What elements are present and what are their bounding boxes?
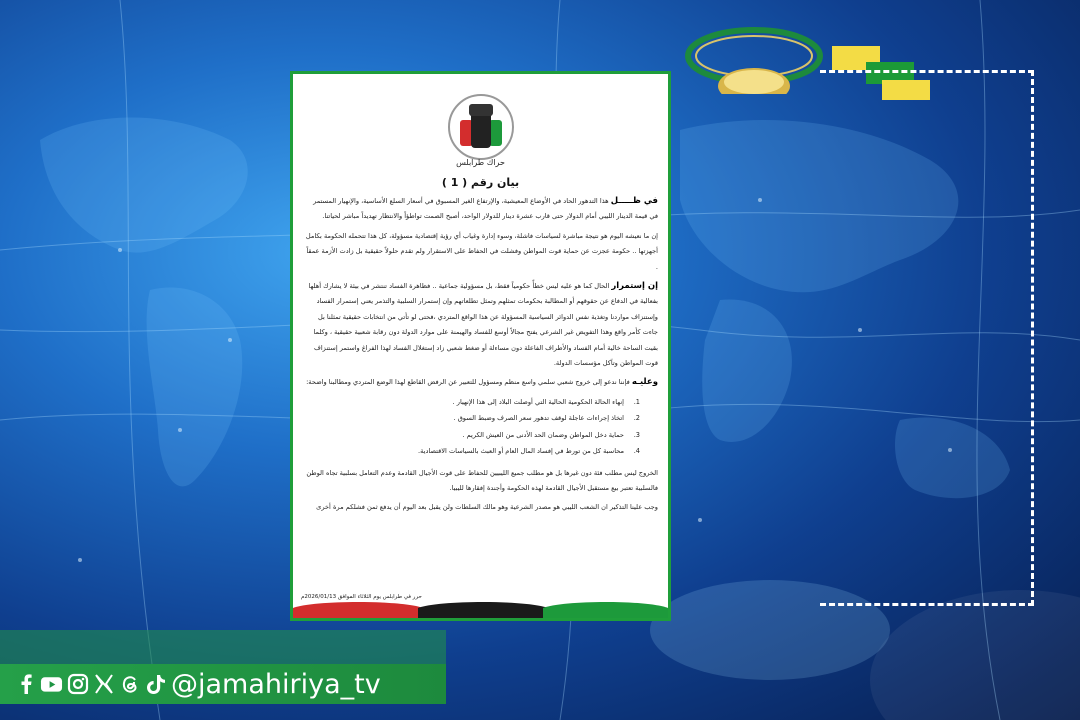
threads-icon[interactable]	[118, 673, 141, 696]
paragraph	[303, 194, 658, 225]
paragraph	[303, 375, 658, 390]
paragraph-text: هذا التدهور الحاد في الأوضاع المعيشية، والإرتفاع الغير المسبوق في أسعار السلع الأساسية، والإنهيار المستمر في قيمة الدينار الليبي أمام الدولار حتى قارب عشرة دينار للدولار الواحد، أصبح الصمت تواطؤاً والانتظار تهديداً مباشر لحياتنا.	[313, 197, 658, 221]
libya-flag-stripes	[293, 600, 668, 618]
tiktok-icon[interactable]	[144, 673, 167, 696]
statement-body	[303, 194, 658, 520]
paragraph: الخروج ليس مطلب فئة دون غيرها بل هو مطلب جميع الليبيين للحفاظ على قوت الأجيال القادمة وعدم التعامل بسلبية تجاه الوطن فالسلبية تعتبر بيع مستقبل الأجيال القادمة لهذه الحكومة وأجندة إفقارها لليبيا.	[306, 468, 658, 492]
list-item: 2.اتخاذ إجراءات عاجلة لوقف تدهور سعر الصرف وضبط السوق .	[453, 414, 640, 423]
signature-date: حرر في طرابلس يوم الثلاثاء الموافق 2026/01/13م	[301, 594, 422, 600]
list-item: 3.حماية دخل المواطن وضمان الحد الأدنى من العيش الكريم .	[462, 430, 640, 439]
paragraph: إن ما نعيشه اليوم هو نتيجة مباشرة لسياسات فاشلة، وسوء إدارة وغياب أي رؤية إقتصادية مسؤولة، كل هذا تتحمله الحكومة بكامل أجهزتها .. حكومة عجزت عن حماية قوت المواطن وفشلت في الحفاظ على الاستقرار ولم تقدم حلولاً حقيقية بل زادت الأزمة عمقاً .	[305, 231, 658, 271]
paragraph-text: فإننا ندعو إلى خروج شعبي سلمي واسع منظم ومسؤول للتعبير عن الرفض القاطع لهذا الوضع المتردي ومطالبنا واضحة:	[306, 378, 630, 387]
list-item: 4.محاسبة كل من تورط في إفساد المال العام أو العبث بالسياسات الاقتصادية.	[418, 447, 640, 456]
x-icon[interactable]	[92, 673, 115, 696]
dashed-frame	[820, 70, 1034, 606]
social-handle[interactable]: @jamahiriya_tv	[171, 668, 381, 700]
statement-title: بيان رقم ( 1 )	[441, 176, 520, 189]
demands-list	[303, 395, 658, 460]
paragraph	[303, 279, 658, 371]
youtube-icon[interactable]	[40, 673, 63, 696]
statement-document	[290, 71, 671, 621]
raised-fist-logo	[446, 92, 516, 162]
instagram-icon[interactable]	[66, 673, 89, 696]
social-bar-band	[0, 630, 446, 664]
organization-name: حراك طرابلس	[456, 158, 505, 167]
facebook-icon[interactable]	[14, 673, 37, 696]
channel-emblem	[684, 24, 824, 94]
paragraph-text: الحال كما هو عليه ليس خطأً حكومياً فقط، بل مسؤولية جماعية .. فظاهرة الفساد تنتشر في بيئة لا يشارك أهلها بفعالية في الدفاع عن حقوقهم أو المطالبة بحكومات تمثلهم وتمثل تطلعاتهم وإن إستمرار السلبية والتذمر يعني إستمرار الفساد وإستنزاف مواردنا وتغذية نفس الدوائر السياسية المسؤولة عن هذا الواقع المتردي ،فحتى لو تأتي من انتخابات حقيقية تمثلنا بل جاءت كأمر واقع وهذا التفويض غير الشرعي يفتح مجالاً أوسع للفساد والهيمنة على موارد الدولة دون رقابة شعبية حقيقية ، وكلما بقيت الساحة خالية أمام الفساد والأطراف الفاعلة دون مساءلة أو ضغط شعبي زاد إستغلال الفساد لهذا الفراغ واستمر إستنزاف قوت المواطن وتآكل مؤسسات الدولة.	[308, 282, 658, 368]
paragraph-lead: إن إستمرار	[611, 281, 658, 292]
paragraph-lead: في ظـــــل	[610, 196, 658, 206]
paragraph: وجب علينا التذكير ان الشعب الليبي هو مصدر الشرعية وهو مالك السلطات ولن يقبل بعد اليوم أن يدفع ثمن فشلكم مرة أخرى	[316, 503, 658, 512]
social-media-bar	[0, 664, 446, 704]
list-item: 1.إنهاء الحالة الحكومية الحالية التي أوصلت البلاد إلى هذا الإنهيار .	[452, 397, 640, 406]
paragraph-lead: وعليـه	[631, 377, 658, 388]
